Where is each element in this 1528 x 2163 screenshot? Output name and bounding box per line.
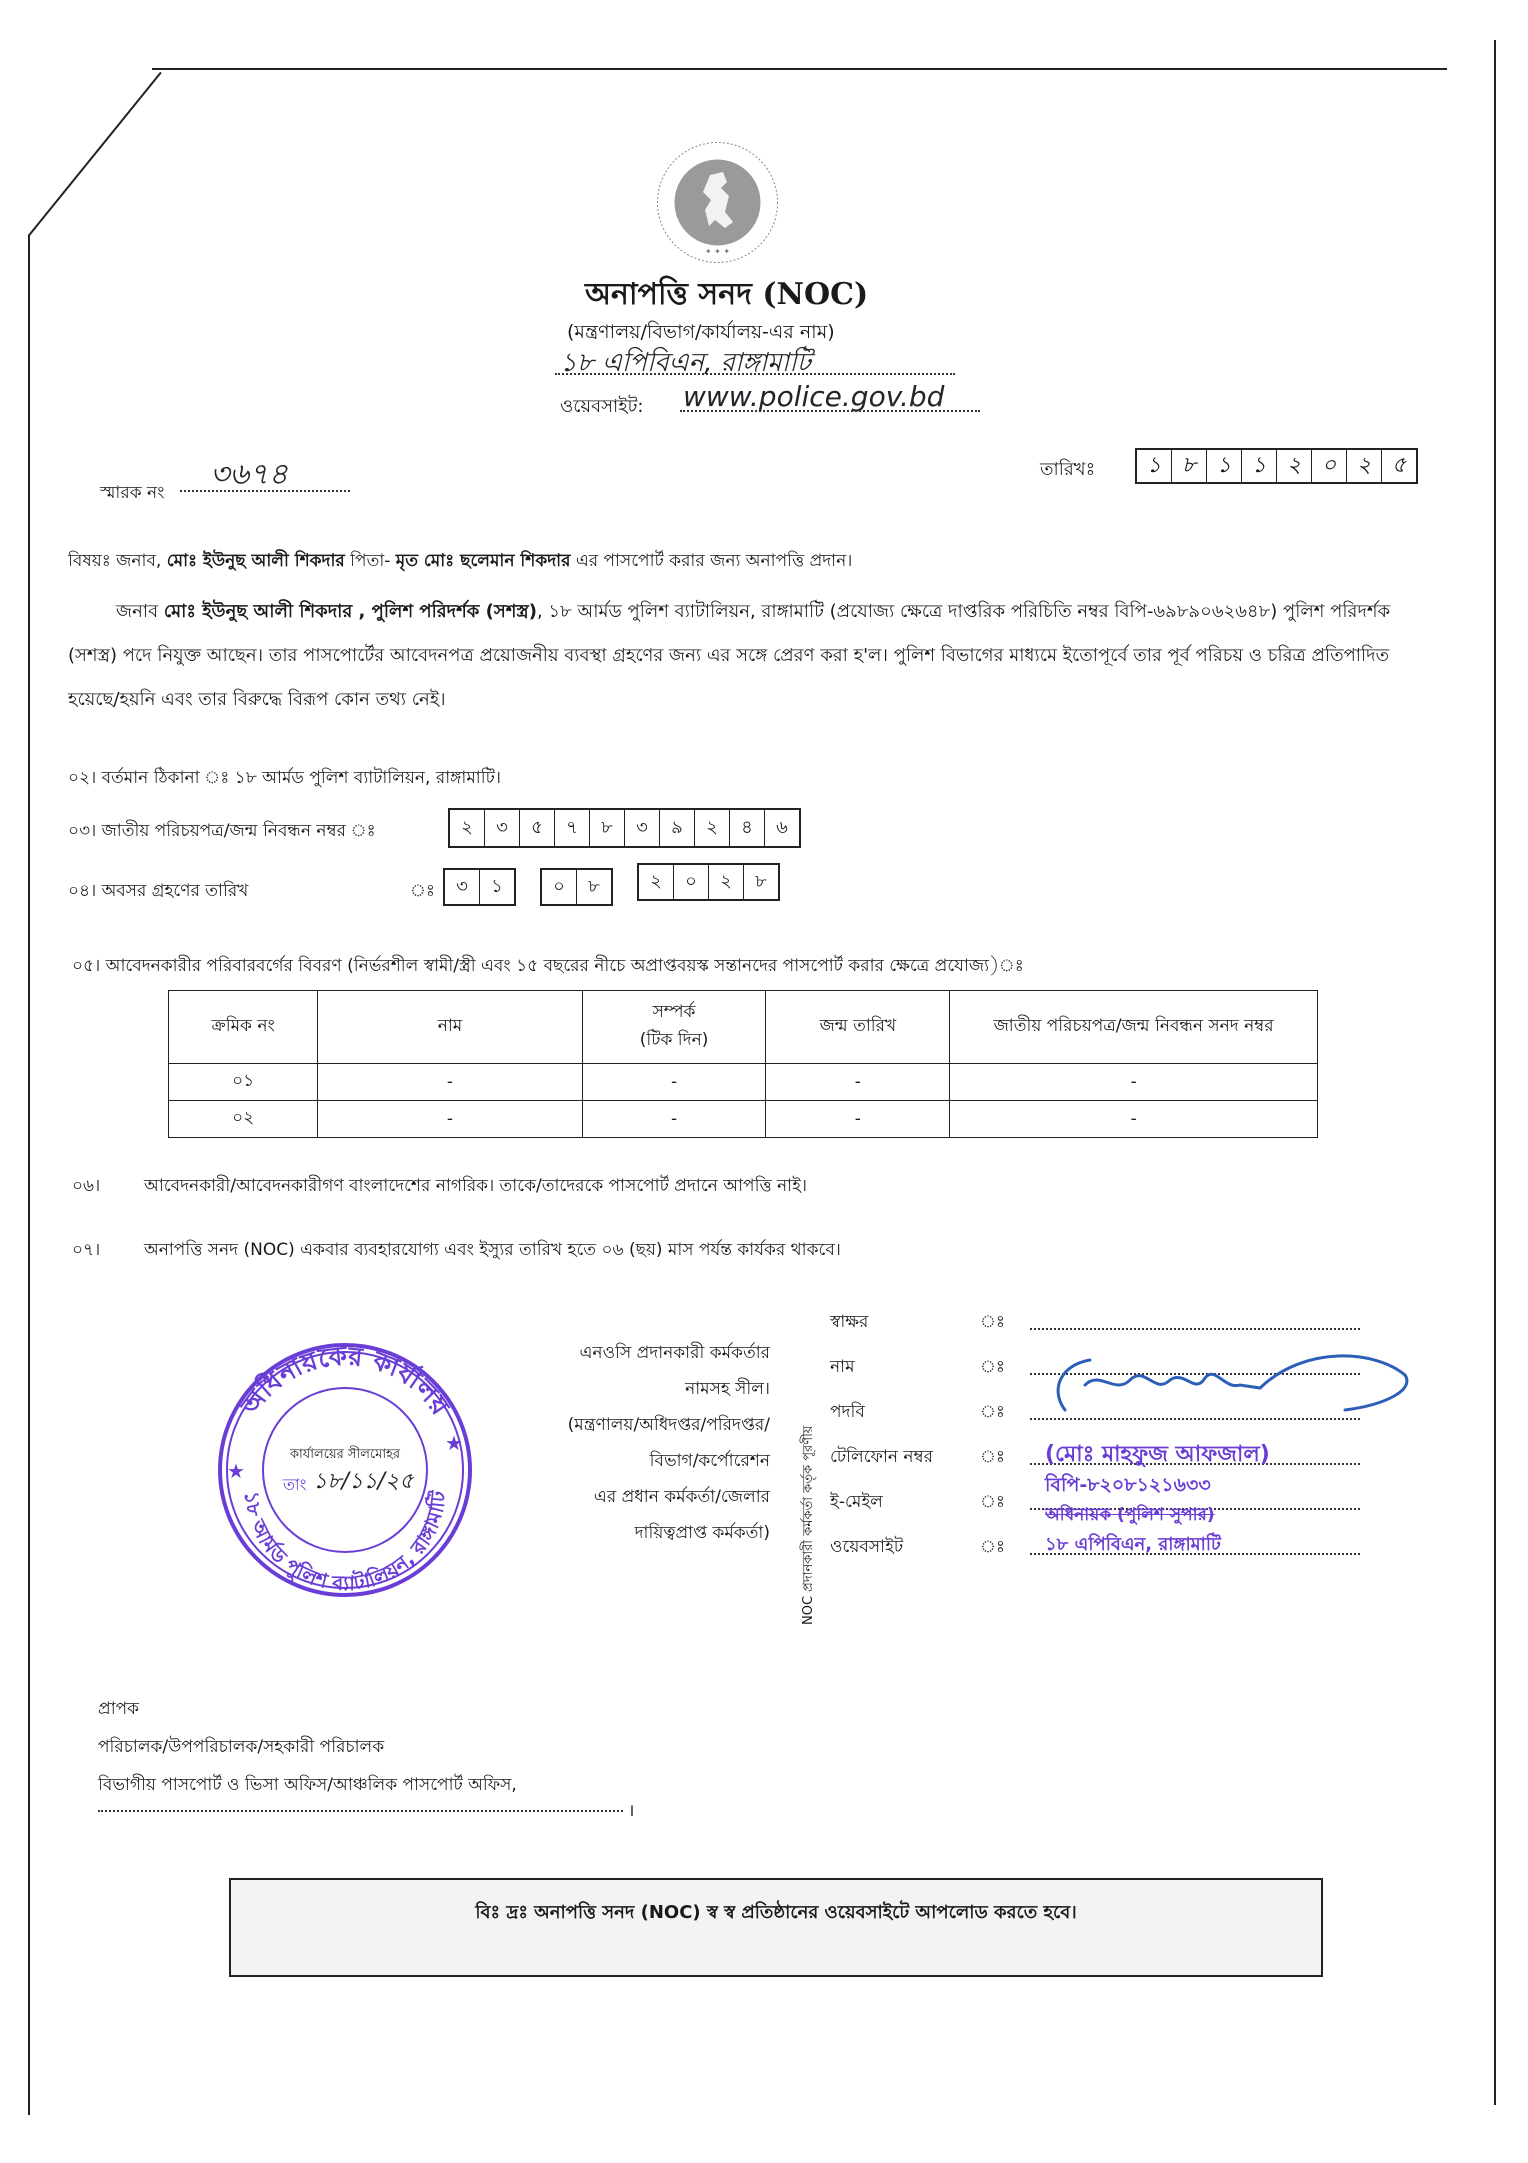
field-dotted-line <box>1030 1328 1360 1330</box>
date-digit: ১ <box>1242 450 1277 482</box>
cell: - <box>950 1064 1318 1101</box>
subject-prefix: বিষয়ঃ জনাব, <box>68 551 167 571</box>
retirement-digit: ০ <box>542 870 577 904</box>
field-colon: ঃ <box>980 1356 1005 1377</box>
field-signature <box>830 1300 1360 1345</box>
retirement-day-boxes <box>443 868 516 906</box>
note-text: বিঃ দ্রঃ অনাপত্তি সনদ (NOC) স্ব স্ব প্রতিষ্ঠানের ওয়েবসাইটে আপলোড করতে হবে। <box>475 1902 1077 1923</box>
officer-caption-line: এনওসি প্রদানকারী কর্মকর্তার <box>579 1343 770 1363</box>
item-06-text: আবেদনকারী/আবেদনকারীগণ বাংলাদেশের নাগরিক। তাকে/তাদেরকে পাসপোর্ট প্রদানে আপত্তি নাই। <box>144 1176 808 1196</box>
table-row <box>169 1101 1318 1138</box>
col-nid: জাতীয় পরিচয়পত্র/জন্ম নিবন্ধন সনদ নম্বর <box>950 991 1318 1064</box>
stamp-bp-number: বিপি-৮২০৮১২১৬৩৩ <box>1045 1474 1211 1496</box>
nid-digit: ৪ <box>730 810 765 846</box>
page-border-top <box>152 68 1447 70</box>
table-header-row <box>169 991 1318 1064</box>
col-name: নাম <box>318 991 582 1064</box>
seal-date-label: তাং <box>283 1475 307 1494</box>
government-emblem-icon <box>655 140 780 265</box>
stamp-designation: অধিনায়ক (পুলিশ সুপার) <box>1045 1505 1215 1525</box>
field-label: টেলিফোন নম্বর <box>830 1446 933 1467</box>
date-digit: ৫ <box>1391 452 1407 478</box>
nid-boxes <box>448 808 801 848</box>
seal-date-handwritten: ১৮/১১/২৫ <box>313 1469 414 1494</box>
officer-caption-line: (মন্ত্রণালয়/অধিদপ্তর/পরিদপ্তর/ <box>567 1415 770 1435</box>
family-table <box>168 990 1318 1138</box>
field-colon: ঃ <box>980 1491 1005 1512</box>
subject-suffix: এর পাসপোর্ট করার জন্য অনাপত্তি প্রদান। <box>570 551 853 571</box>
field-label: ই-মেইল <box>830 1491 883 1512</box>
stamp-name: (মোঃ মাহফুজ আফজাল) <box>1045 1442 1270 1467</box>
item-06 <box>72 1173 807 1201</box>
field-label: স্বাক্ষর <box>830 1311 869 1332</box>
page-border-corner <box>28 72 162 236</box>
vertical-note <box>800 1305 826 1625</box>
body-applicant-name: মোঃ ইউনুছ আলী শিকদার , পুলিশ পরিদর্শক (সশস্ত্র) <box>163 601 537 622</box>
item-07 <box>72 1237 841 1265</box>
retirement-digit: ২ <box>709 865 744 899</box>
cell: - <box>582 1064 766 1101</box>
retirement-digit: ২ <box>639 865 674 899</box>
nid-digit: ৩ <box>485 810 520 846</box>
present-address: ০২। বর্তমান ঠিকানা ঃ ১৮ আর্মড পুলিশ ব্যাটালিয়ন, রাঙ্গামাটি। <box>68 768 501 788</box>
date-digit: ৮ <box>1172 450 1207 482</box>
item-07-text: অনাপত্তি সনদ (NOC) একবার ব্যবহারযোগ্য এবং ইস্যুর তারিখ হতে ০৬ (ছয়) মাস পর্যন্ত কার্যকর থাকবে। <box>144 1240 841 1260</box>
seal-bottom-text: ১৮ আর্মড পুলিশ ব্যাটালিয়ন, রাঙ্গামাটি <box>239 1489 451 1596</box>
cell: ০১ <box>169 1064 318 1101</box>
svg-text:✦ ✦ ✦: ✦ ✦ ✦ <box>704 247 731 256</box>
cell: - <box>318 1101 582 1138</box>
field-colon: ঃ <box>980 1446 1005 1467</box>
officer-caption-line: নামসহ সীল। <box>685 1379 770 1399</box>
vertical-note-text: NOC প্রদানকারী কর্মকর্তা কর্তৃক পূরণীয় <box>801 1425 816 1625</box>
recipient-line2: বিভাগীয় পাসপোর্ট ও ভিসা অফিস/আঞ্চলিক পাসপোর্ট অফিস, <box>98 1775 517 1795</box>
recipient-dotted-line <box>98 1810 623 1812</box>
cell: - <box>950 1101 1318 1138</box>
nid-digit: ৬ <box>776 816 788 838</box>
retirement-date-label: ০৪। অবসর গ্রহণের তারিখ <box>68 881 249 901</box>
father-label: পিতা- <box>344 551 396 571</box>
memo-number-dotted-line <box>180 490 350 492</box>
nid-digit: ৯ <box>660 810 695 846</box>
seal-star-icon: ★ <box>227 1459 245 1483</box>
document-title: অনাপত্তি সনদ (NOC) <box>585 277 869 312</box>
field-colon: ঃ <box>980 1401 1005 1422</box>
handwritten-signature <box>1045 1340 1415 1420</box>
cell: - <box>766 1064 950 1101</box>
date-label: তারিখঃ <box>1040 459 1096 480</box>
retirement-month-boxes <box>540 868 613 906</box>
recipient-line1: পরিচালক/উপপরিচালক/সহকারী পরিচালক <box>98 1737 385 1757</box>
table-row <box>169 1064 1318 1101</box>
family-heading: ০৫। আবেদনকারীর পরিবারবর্গের বিবরণ (নির্ভরশীল স্বামী/স্ত্রী এবং ১৫ বছরের নীচে অপ্রাপ্তবয়স্ক সন্তানদের পাসপোর্ট করার ক্ষেত্রে প্রযোজ্য)ঃ <box>72 956 1024 976</box>
field-colon: ঃ <box>980 1536 1005 1557</box>
website-dotted-line <box>680 410 980 412</box>
date-digit: ০ <box>1312 450 1347 482</box>
retirement-digit: ৩ <box>445 870 480 904</box>
retirement-digit: ৮ <box>588 875 600 897</box>
stamp-unit: ১৮ এপিবিএন, রাঙ্গামাটি <box>1045 1534 1221 1555</box>
nid-digit: ২ <box>450 810 485 846</box>
memo-number-handwritten: ৩৬৭৪ <box>210 457 288 492</box>
page-border-left <box>28 235 30 2115</box>
cell: - <box>766 1101 950 1138</box>
nid-digit: ৭ <box>555 810 590 846</box>
page-border-right <box>1494 40 1496 2105</box>
officer-caption-line: বিভাগ/কর্পোরেশন <box>649 1451 770 1471</box>
field-label: পদবি <box>830 1401 865 1422</box>
nid-digit: ৩ <box>625 810 660 846</box>
recipient-label: প্রাপক <box>98 1699 140 1719</box>
seal-top-text: অধিনায়কের কার্যালয় <box>235 1341 455 1421</box>
date-digit: ১ <box>1137 450 1172 482</box>
recipient-end-mark: । <box>628 1801 635 1821</box>
note-box <box>229 1878 1323 1977</box>
retirement-digit: ০ <box>674 865 709 899</box>
office-name-dotted-line <box>555 373 955 375</box>
website-handwritten: www.police.gov.bd <box>683 380 945 413</box>
nid-digit: ৫ <box>520 810 555 846</box>
recipient-block <box>98 1690 517 1804</box>
col-relation: সম্পর্ক (টিক দিন) <box>582 991 766 1064</box>
website-label: ওয়েবসাইট: <box>560 396 644 417</box>
cell: - <box>318 1064 582 1101</box>
cell: - <box>582 1101 766 1138</box>
item-07-number: ০৭। <box>72 1240 101 1260</box>
col-dob: জন্ম তারিখ <box>766 991 950 1064</box>
retirement-year-boxes <box>637 863 780 901</box>
retirement-digit: ১ <box>491 875 503 897</box>
subject-line <box>68 548 852 576</box>
nid-digit: ২ <box>695 810 730 846</box>
body-text: , ১৮ আর্মড পুলিশ ব্যাটালিয়ন, রাঙ্গামাটি (প্রযোজ্য ক্ষেত্রে দাপ্তরিক পরিচিতি নম্বর বিপি-৬৯৮৯০৬২৬৪৮) পুলিশ পরিদর্শক (সশস্ত্র) পদে নিযুক্ত আছেন। তার পাসপোর্টের আবেদনপত্র প্রয়োজনীয় ব্যবস্থা গ্রহণের জন্য এর সঙ্গে প্রেরণ করা হ'ল। পুলিশ বিভাগের মাধ্যমে ইতোপূর্বে তার পূর্ব পরিচয় ও চরিত্র প্রতিপাদিত হয়েছে/হয়নি এবং তার বিরুদ্ধে বিরূপ কোন তথ্য নেই। <box>68 601 1391 710</box>
office-seal <box>205 1340 485 1600</box>
father-name: মৃত মোঃ ছলেমান শিকদার <box>395 551 571 571</box>
field-label: নাম <box>830 1356 855 1377</box>
nid-label: ০৩। জাতীয় পরিচয়পত্র/জন্ম নিবন্ধন নম্বর ঃ <box>68 821 376 841</box>
body-paragraph <box>68 590 1428 722</box>
cell: ০২ <box>169 1101 318 1138</box>
body-lead: জনাব <box>116 601 164 622</box>
office-name-handwritten: ১৮ এপিবিএন, রাঙ্গামাটি <box>560 348 811 378</box>
officer-caption <box>470 1335 770 1551</box>
seal-star-icon: ★ <box>445 1431 463 1455</box>
retirement-digit: ৮ <box>755 870 767 892</box>
seal-inner-label: কার্যালয়ের সীলমোহর <box>289 1447 401 1462</box>
nid-digit: ৮ <box>590 810 625 846</box>
applicant-name: মোঃ ইউনুছ আলী শিকদার <box>166 551 345 571</box>
field-label: ওয়েবসাইট <box>830 1536 904 1557</box>
date-digit: ২ <box>1277 450 1312 482</box>
date-digit: ১ <box>1207 450 1242 482</box>
officer-caption-line: এর প্রধান কর্মকর্তা/জেলার <box>593 1487 770 1507</box>
col-serial: ক্রমিক নং <box>169 991 318 1064</box>
date-digit: ২ <box>1347 450 1382 482</box>
office-name-caption: (মন্ত্রণালয়/বিভাগ/কার্যালয়-এর নাম) <box>567 321 835 343</box>
officer-caption-line: দায়িত্বপ্রাপ্ত কর্মকর্তা) <box>634 1523 770 1543</box>
retirement-colon: ঃ <box>410 881 435 901</box>
field-colon: ঃ <box>980 1311 1005 1332</box>
date-boxes <box>1135 448 1418 484</box>
item-06-number: ০৬। <box>72 1176 101 1196</box>
memo-number-label: স্মারক নং <box>100 483 165 503</box>
officer-name-stamp <box>1045 1440 1270 1560</box>
